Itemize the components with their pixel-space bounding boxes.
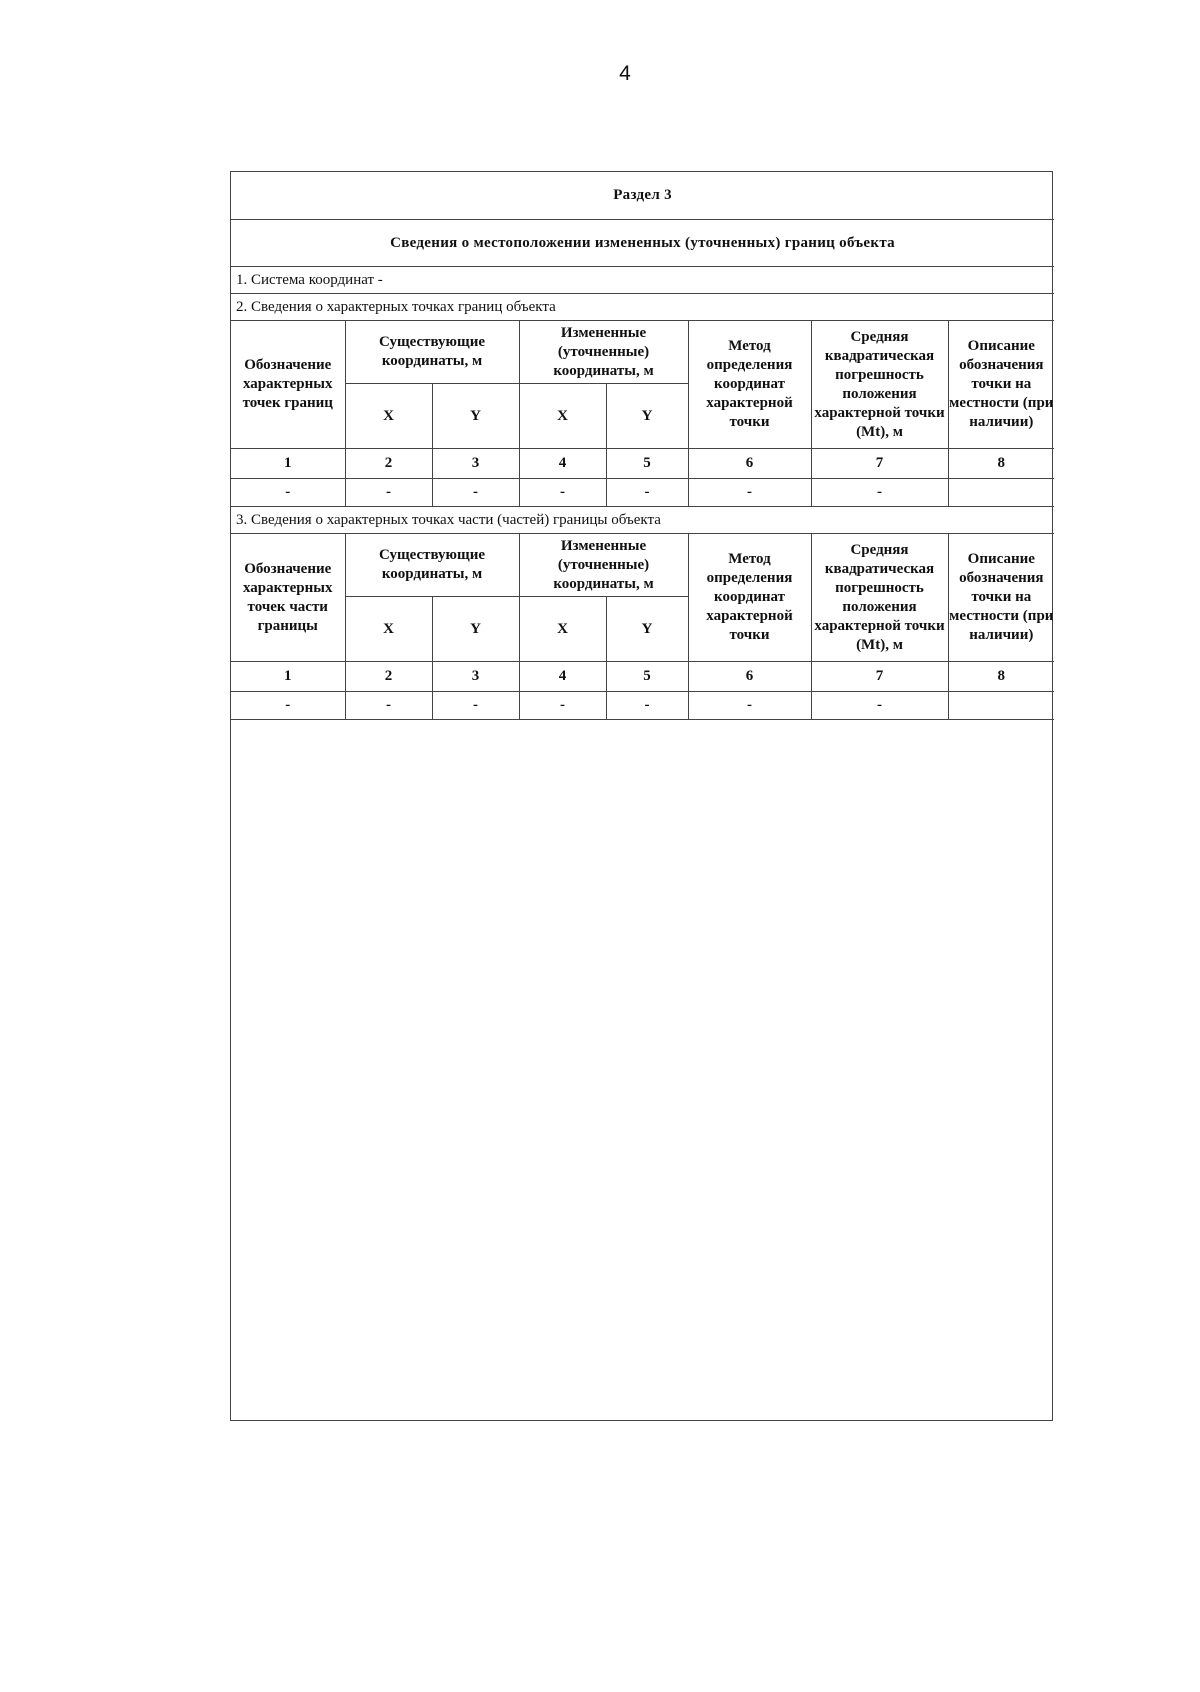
table-cell: - (231, 692, 345, 720)
part3-header-changed-x: X (519, 597, 606, 662)
part3-header-existing-x: X (345, 597, 432, 662)
table-cell: - (432, 692, 519, 720)
table-cell: - (345, 479, 432, 507)
col-number: 8 (948, 449, 1054, 479)
part3-column-numbers (231, 662, 1054, 692)
part3-data-row (231, 692, 1054, 720)
part2-header-description: Описание обозначения точки на местности (при наличии) (948, 321, 1054, 449)
col-number: 5 (606, 449, 688, 479)
part3-header-error: Средняя квадратическая погрешность положения характерной точки (Mt), м (811, 534, 948, 662)
part3-header-changed-y: Y (606, 597, 688, 662)
table-cell: - (345, 692, 432, 720)
table-cell (948, 479, 1054, 507)
part2-header-changed-x: X (519, 384, 606, 449)
table-cell: - (432, 479, 519, 507)
table-cell: - (231, 479, 345, 507)
col-number: 4 (519, 662, 606, 692)
col-number: 5 (606, 662, 688, 692)
col-number: 7 (811, 662, 948, 692)
part2-header-method: Метод определения координат характерной точки (688, 321, 811, 449)
section-subtitle: Сведения о местоположении измененных (уточненных) границ объекта (231, 220, 1054, 267)
col-number: 8 (948, 662, 1054, 692)
section-3-frame (230, 171, 1053, 1421)
part2-header-changed: Измененные (уточненные) координаты, м (519, 321, 688, 384)
table-cell: - (688, 479, 811, 507)
part3-header-changed: Измененные (уточненные) координаты, м (519, 534, 688, 597)
part2-header-existing: Существующие координаты, м (345, 321, 519, 384)
col-number: 6 (688, 449, 811, 479)
col-number: 3 (432, 662, 519, 692)
table-cell: - (811, 479, 948, 507)
part2-header-changed-y: Y (606, 384, 688, 449)
table-cell: - (519, 479, 606, 507)
part2-data-row (231, 479, 1054, 507)
table-cell (948, 692, 1054, 720)
part2-header-point-designation: Обозначение характерных точек границ (231, 321, 345, 449)
col-number: 6 (688, 662, 811, 692)
table-cell: - (606, 692, 688, 720)
part3-header-method: Метод определения координат характерной точки (688, 534, 811, 662)
part2-header-existing-y: Y (432, 384, 519, 449)
part3-title: 3. Сведения о характерных точках части (частей) границы объекта (231, 507, 1054, 534)
coordinate-system: 1. Система координат - (231, 267, 1054, 294)
table-cell: - (606, 479, 688, 507)
part2-column-numbers (231, 449, 1054, 479)
table-cell: - (688, 692, 811, 720)
part2-header-existing-x: X (345, 384, 432, 449)
col-number: 2 (345, 662, 432, 692)
col-number: 3 (432, 449, 519, 479)
col-number: 1 (231, 449, 345, 479)
section-3-table (231, 172, 1054, 720)
col-number: 2 (345, 449, 432, 479)
part3-header-point-designation: Обозначение характерных точек части границы (231, 534, 345, 662)
part3-header-existing: Существующие координаты, м (345, 534, 519, 597)
part2-title: 2. Сведения о характерных точках границ объекта (231, 294, 1054, 321)
table-cell: - (519, 692, 606, 720)
col-number: 1 (231, 662, 345, 692)
table-cell: - (811, 692, 948, 720)
part2-header-error: Средняя квадратическая погрешность положения характерной точки (Mt), м (811, 321, 948, 449)
col-number: 7 (811, 449, 948, 479)
part3-header-existing-y: Y (432, 597, 519, 662)
section-title: Раздел 3 (231, 172, 1054, 220)
page-number: 4 (619, 62, 631, 85)
part3-header-description: Описание обозначения точки на местности (при наличии) (948, 534, 1054, 662)
col-number: 4 (519, 449, 606, 479)
